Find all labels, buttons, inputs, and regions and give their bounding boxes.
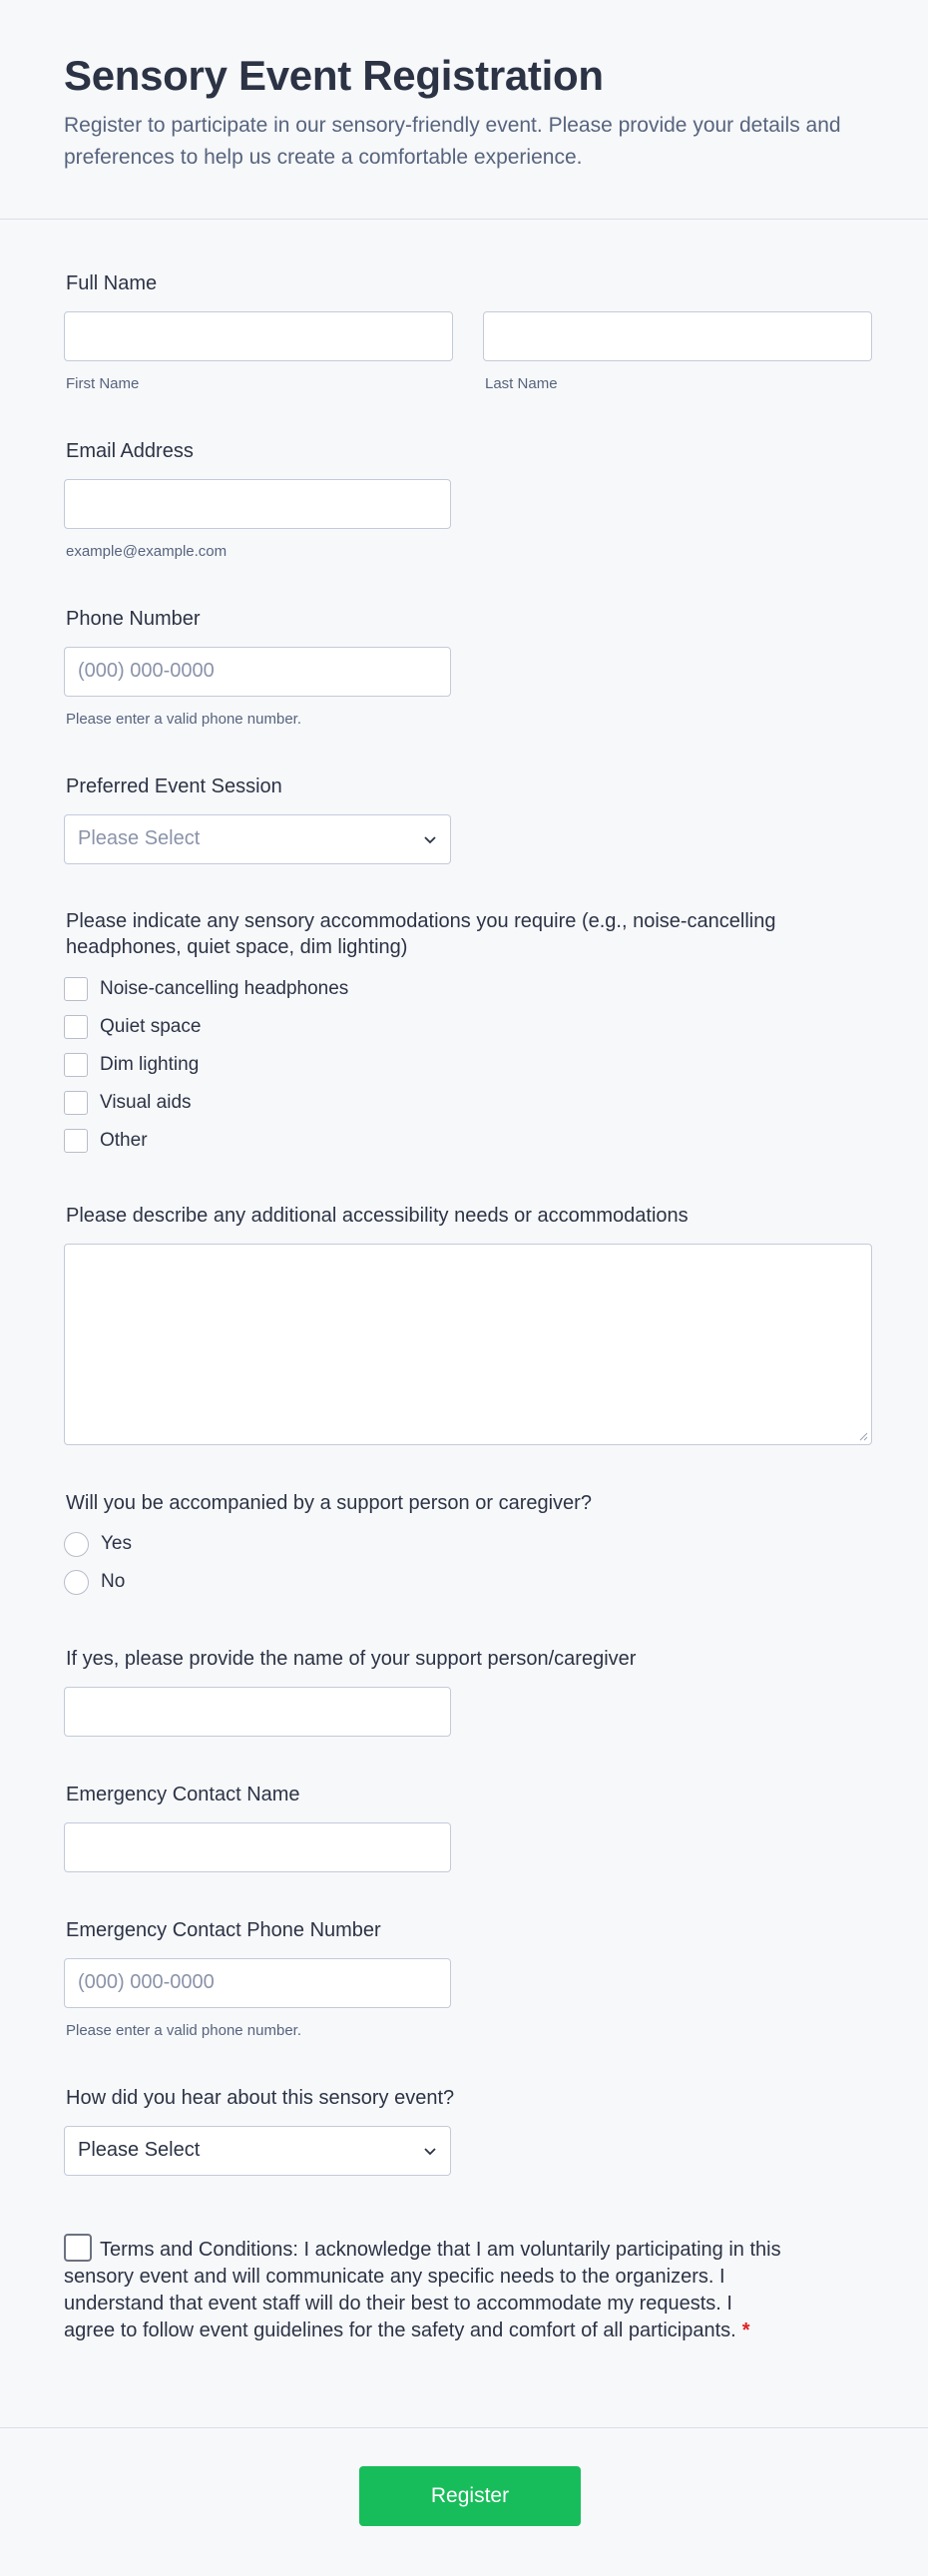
resize-handle-icon[interactable] — [856, 1429, 868, 1441]
chevron-down-icon — [422, 2143, 438, 2159]
phone-field — [64, 605, 453, 730]
last-name-sublabel: Last Name — [485, 375, 558, 392]
last-name-input[interactable] — [483, 311, 872, 361]
full-name-label: Full Name — [66, 272, 158, 294]
form-header — [0, 0, 928, 220]
emergency-name-label: Emergency Contact Name — [66, 1784, 300, 1805]
checkbox[interactable] — [64, 1129, 88, 1153]
session-label: Preferred Event Session — [66, 775, 282, 797]
emergency-phone-field — [64, 1916, 882, 2041]
first-name-input[interactable] — [64, 311, 453, 361]
option-label: Visual aids — [100, 1092, 192, 1113]
option-label: Noise-cancelling headphones — [100, 978, 349, 999]
emergency-name-input[interactable] — [64, 1822, 451, 1872]
terms-field — [64, 2234, 782, 2344]
option-label: Other — [100, 1130, 148, 1151]
radio-option-no[interactable] — [64, 1563, 882, 1601]
required-asterisk: * — [741, 2319, 750, 2341]
accommodations-label: Please indicate any sensory accommodations you require (e.g., noise-cancelling headphones, quiet space, dim lighting) — [66, 910, 776, 958]
accommodation-option[interactable] — [64, 1084, 882, 1122]
emergency-phone-sublabel: Please enter a valid phone number. — [66, 2022, 301, 2039]
accommodation-option[interactable] — [64, 1046, 882, 1084]
phone-label: Phone Number — [66, 608, 201, 630]
phone-placeholder: (000) 000-0000 — [78, 660, 215, 682]
email-field — [64, 437, 453, 562]
form-footer — [0, 2427, 928, 2576]
support-name-input[interactable] — [64, 1687, 451, 1737]
support-person-field — [64, 1489, 882, 1601]
support-name-field — [64, 1645, 882, 1737]
terms-text: Terms and Conditions: I acknowledge that I am voluntarily participating in this sensory event and will communicate any specific needs to the organizers. I understand that event staff will do their best to accommodate my requests. I agree to follow event guidelines for the safety and comfort of all participants. — [64, 2239, 781, 2341]
radio-button[interactable] — [64, 1570, 89, 1595]
phone-sublabel: Please enter a valid phone number. — [66, 711, 301, 728]
checkbox[interactable] — [64, 1015, 88, 1039]
chevron-down-icon — [422, 831, 438, 847]
emergency-phone-label: Emergency Contact Phone Number — [66, 1919, 381, 1941]
heard-about-select[interactable] — [64, 2126, 451, 2176]
session-selected: Please Select — [78, 827, 201, 849]
register-button[interactable]: Register — [359, 2466, 581, 2526]
full-name-field — [64, 269, 157, 297]
accommodation-option[interactable] — [64, 1122, 882, 1160]
additional-needs-textarea[interactable] — [64, 1244, 872, 1445]
accommodation-option[interactable] — [64, 1008, 882, 1046]
session-field — [64, 773, 453, 864]
heard-about-label: How did you hear about this sensory event? — [66, 2087, 455, 2109]
accommodations-field — [64, 908, 882, 1160]
first-name-sublabel: First Name — [66, 375, 140, 392]
option-label: No — [101, 1571, 126, 1592]
checkbox[interactable] — [64, 1091, 88, 1115]
option-label: Dim lighting — [100, 1054, 200, 1075]
email-label: Email Address — [66, 440, 194, 462]
first-name-group — [64, 311, 453, 394]
email-sublabel: example@example.com — [66, 543, 228, 560]
checkbox[interactable] — [64, 1053, 88, 1077]
support-name-label: If yes, please provide the name of your support person/caregiver — [66, 1648, 637, 1670]
support-person-label: Will you be accompanied by a support person or caregiver? — [66, 1492, 592, 1514]
session-select[interactable] — [64, 814, 451, 864]
radio-option-yes[interactable] — [64, 1525, 882, 1563]
email-input[interactable] — [64, 479, 451, 529]
page-subtitle: Register to participate in our sensory-friendly event. Please provide your details and preferences to help us create a comfortable experience. — [64, 114, 841, 169]
accommodation-option[interactable] — [64, 970, 882, 1008]
heard-about-field — [64, 2084, 882, 2176]
radio-button[interactable] — [64, 1532, 89, 1557]
terms-checkbox[interactable] — [64, 2234, 92, 2262]
option-label: Quiet space — [100, 1016, 202, 1037]
additional-needs-label: Please describe any additional accessibility needs or accommodations — [66, 1205, 689, 1227]
heard-about-selected: Please Select — [78, 2139, 201, 2161]
emergency-phone-placeholder: (000) 000-0000 — [78, 1971, 215, 1993]
last-name-group — [483, 311, 872, 394]
accommodations-options — [64, 970, 882, 1160]
additional-needs-field — [64, 1202, 882, 1445]
phone-input[interactable] — [64, 647, 451, 697]
terms-text-block — [64, 2234, 782, 2344]
support-person-options — [64, 1525, 882, 1601]
emergency-name-field — [64, 1781, 882, 1872]
option-label: Yes — [101, 1533, 132, 1554]
emergency-phone-input[interactable] — [64, 1958, 451, 2008]
checkbox[interactable] — [64, 977, 88, 1001]
page-title: Sensory Event Registration — [64, 52, 604, 99]
